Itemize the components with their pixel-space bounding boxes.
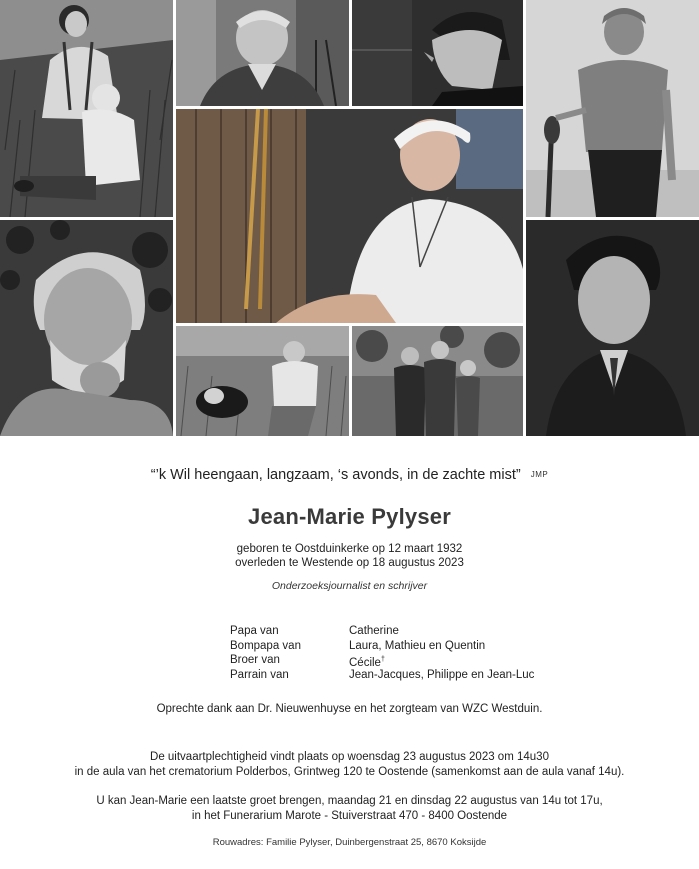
- deceased-name: Jean-Marie Pylyser: [248, 504, 451, 529]
- ceremony-line-2: in de aula van het crematorium Polderbos, Grintweg 120 te Oostende (samenkomst aan de aula vanaf 14u).: [74, 765, 625, 778]
- thanks-note: Oprechte dank aan Dr. Nieuwenhuyse en het zorgteam van WZC Westduin.: [156, 703, 543, 715]
- photo-young-man-portrait: [526, 220, 699, 436]
- ceremony-info: [0, 750, 699, 779]
- occupation: Onderzoeksjournalist en schrijver: [271, 580, 428, 592]
- family-names: Jean-Jacques, Philippe en Jean-Luc: [349, 668, 535, 681]
- family-role: Papa van: [230, 625, 279, 637]
- death-line: overleden te Westende op 18 augustus 2023: [235, 557, 464, 569]
- deceased-mark: †: [380, 656, 385, 663]
- family-names: Catherine: [349, 625, 399, 637]
- photo-elderly-man-indoors: [176, 0, 349, 106]
- family-list: [230, 624, 534, 682]
- family-role: Bompapa van: [230, 639, 301, 652]
- family-names: [349, 653, 385, 668]
- photo-man-with-dog: [176, 326, 349, 436]
- family-row: [230, 668, 534, 683]
- photo-elderly-man-thinking: [0, 220, 173, 436]
- memorial-quote: [0, 467, 699, 483]
- obituary-text: [0, 436, 699, 869]
- birth-line: geboren te Oostduinkerke op 12 maart 1932: [236, 543, 463, 555]
- family-row: [230, 624, 534, 639]
- family-names: Laura, Mathieu en Quentin: [349, 639, 486, 652]
- quote-initials: JMP: [530, 470, 549, 479]
- visitation-info: [0, 794, 699, 823]
- family-role: Parrain van: [230, 668, 289, 681]
- family-role: Broer van: [230, 654, 280, 666]
- visit-line-1: U kan Jean-Marie een laatste groet brengen, maandag 21 en dinsdag 22 augustus van 14u tot 17u,: [96, 795, 603, 807]
- photo-woman-with-stick: [526, 0, 699, 217]
- photo-mother-and-child: [0, 0, 173, 217]
- visit-line-2: in het Funerarium Marote - Stuiverstraat 470 - 8400 Oostende: [191, 809, 508, 822]
- photo-family-group: [352, 326, 523, 436]
- life-dates: [0, 542, 699, 570]
- family-row: [230, 653, 534, 668]
- family-row: [230, 639, 534, 654]
- mourning-address: Rouwadres: Familie Pylyser, Duinbergenstraat 25, 8670 Koksijde: [212, 837, 487, 848]
- photo-elderly-man-smiling: [176, 109, 523, 323]
- quote-text: “’k Wil heengaan, langzaam, ‘s avonds, in de zachte mist”: [150, 467, 521, 483]
- photo-man-profile: [352, 0, 523, 106]
- ceremony-line-1: De uitvaartplechtigheid vindt plaats op woensdag 23 augustus 2023 om 14u30: [150, 751, 549, 763]
- family-names-text: Cécile: [349, 656, 381, 669]
